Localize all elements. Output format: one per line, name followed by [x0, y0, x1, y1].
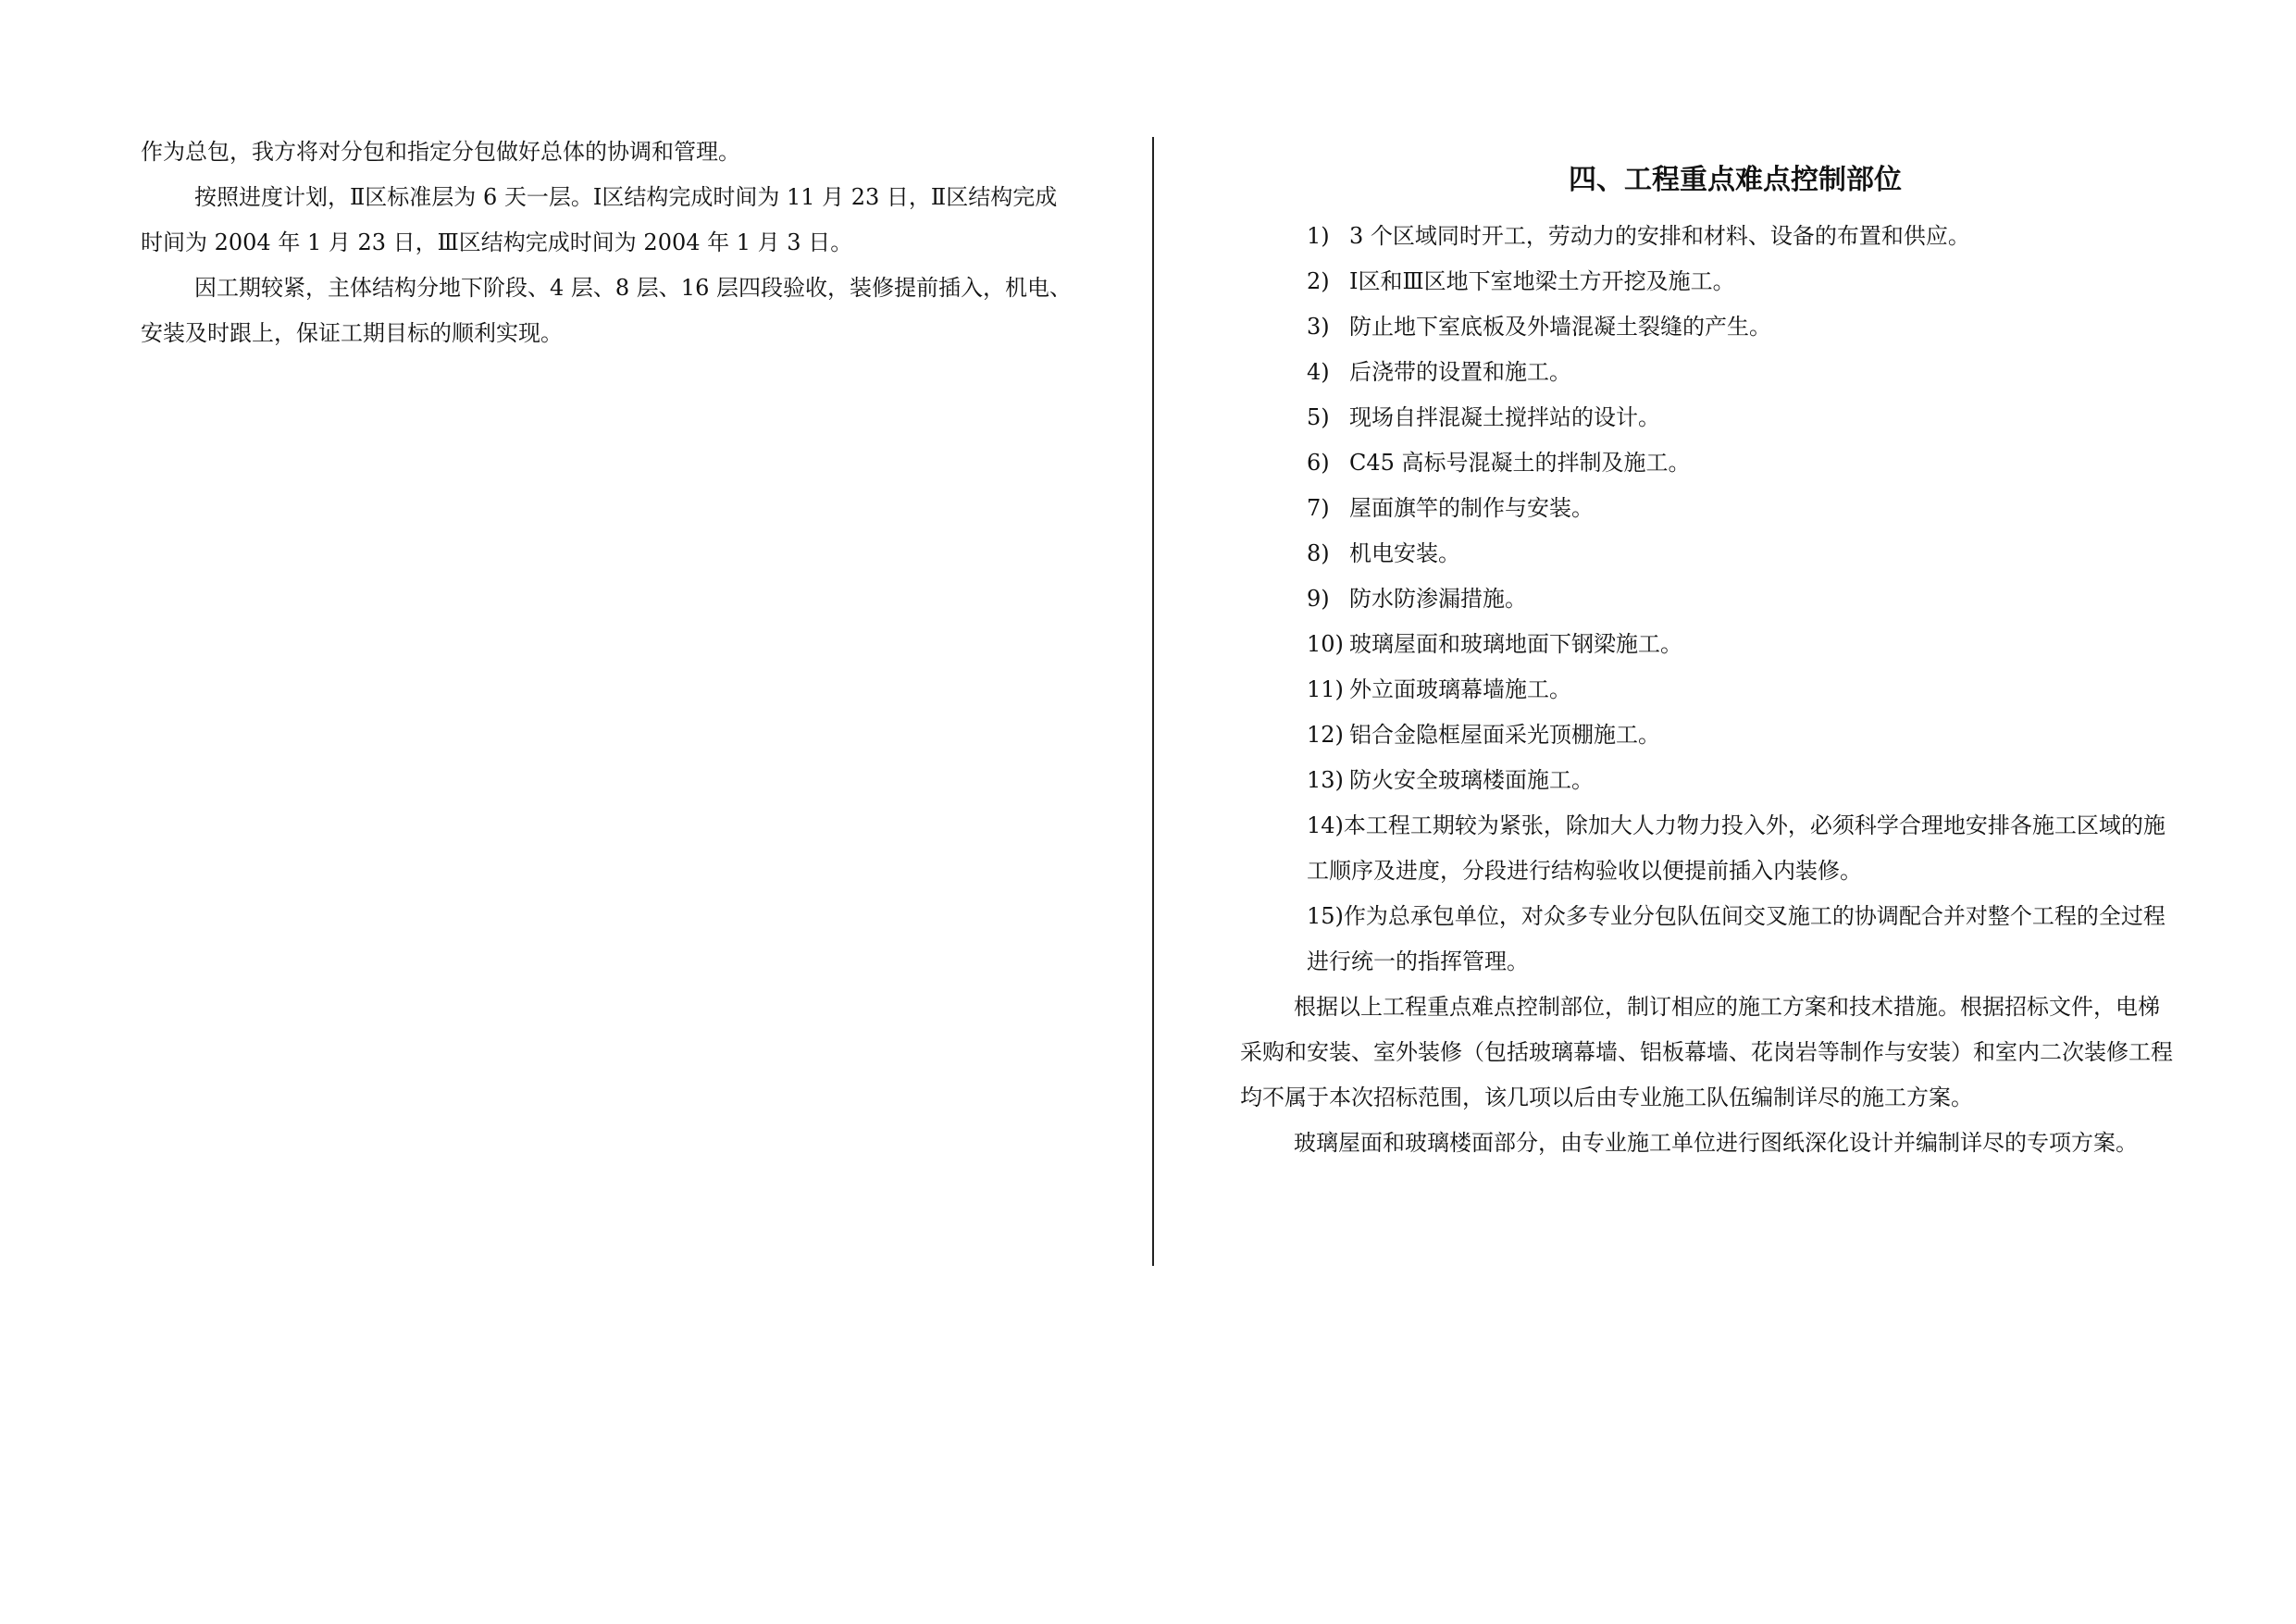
list-item-number: 13): [1307, 767, 1344, 793]
list-item-number: 14): [1307, 812, 1344, 838]
list-item-4: [1240, 350, 2175, 395]
list-item-text: 作为总承包单位，对众多专业分包队伍间交叉施工的协调配合并对整个工程的全过程进行统一的指挥管理。: [1307, 903, 2166, 974]
list-item-text: 铝合金隐框屋面采光顶棚施工。: [1349, 722, 1660, 748]
list-item-text: 防水防渗漏措施。: [1349, 586, 1527, 612]
list-item-1: [1240, 214, 2175, 259]
list-item-7: [1240, 486, 2175, 531]
list-item-number: 10): [1307, 631, 1344, 657]
list-item-12: [1240, 713, 2175, 758]
list-item-text: 玻璃屋面和玻璃地面下钢梁施工。: [1349, 631, 1682, 657]
list-item-text: 屋面旗竿的制作与安装。: [1349, 495, 1594, 521]
list-item-number: 5): [1307, 404, 1330, 430]
left-column: [141, 130, 1075, 356]
list-item-8: [1240, 531, 2175, 576]
list-item-text: Ⅰ区和Ⅲ区地下室地梁土方开挖及施工。: [1349, 268, 1735, 294]
left-paragraph-2: 按照进度计划，Ⅱ区标准层为 6 天一层。Ⅰ区结构完成时间为 11 月 23 日，Ⅱ区结构完成时间为 2004 年 1 月 23 日，Ⅲ区结构完成时间为 2004 年 1 月 3 日。: [141, 184, 1058, 255]
left-paragraph-1: 作为总包，我方将对分包和指定分包做好总体的协调和管理。: [141, 139, 740, 165]
list-item-number: 9): [1307, 586, 1330, 612]
list-item-text: 后浇带的设置和施工。: [1349, 359, 1571, 385]
list-item-text: 防止地下室底板及外墙混凝土裂缝的产生。: [1349, 314, 1771, 340]
list-item-6: [1240, 440, 2175, 486]
list-item-15: [1240, 894, 2175, 985]
list-item-10: [1240, 622, 2175, 667]
list-item-text: 本工程工期较为紧张，除加大人力物力投入外，必须科学合理地安排各施工区域的施工顺序及进度，分段进行结构验收以便提前插入内装修。: [1307, 812, 2166, 884]
list-item-text: 3 个区域同时开工，劳动力的安排和材料、设备的布置和供应。: [1349, 223, 1970, 249]
right-column: [1240, 153, 2175, 1166]
list-item-13: [1240, 758, 2175, 803]
list-item-number: 3): [1307, 314, 1330, 340]
right-paragraph-2: 玻璃屋面和玻璃楼面部分，由专业施工单位进行图纸深化设计并编制详尽的专项方案。: [1294, 1130, 2138, 1156]
list-item-text: 防火安全玻璃楼面施工。: [1349, 767, 1594, 793]
left-paragraph-3: 因工期较紧，主体结构分地下阶段、4 层、8 层、16 层四段验收，装修提前插入，机电、安装及时跟上，保证工期目标的顺利实现。: [141, 275, 1072, 346]
list-item-text: 现场自拌混凝土搅拌站的设计。: [1349, 404, 1660, 430]
list-item-number: 7): [1307, 495, 1330, 521]
list-item-number: 8): [1307, 540, 1330, 566]
section-heading: 四、工程重点难点控制部位: [1569, 164, 1902, 196]
list-item-11: [1240, 667, 2175, 713]
list-item-2: [1240, 259, 2175, 304]
list-item-5: [1240, 395, 2175, 440]
list-item-number: 6): [1307, 450, 1330, 476]
list-item-9: [1240, 576, 2175, 622]
list-item-number: 11): [1307, 676, 1344, 702]
list-item-number: 15): [1307, 903, 1344, 929]
list-item-text: 机电安装。: [1349, 540, 1460, 566]
list-item-3: [1240, 304, 2175, 350]
list-item-number: 4): [1307, 359, 1330, 385]
list-item-14: [1240, 803, 2175, 894]
column-divider: [1152, 137, 1154, 1266]
list-item-text: 外立面玻璃幕墙施工。: [1349, 676, 1571, 702]
right-paragraph-1: 根据以上工程重点难点控制部位，制订相应的施工方案和技术措施。根据招标文件，电梯采购和安装、室外装修（包括玻璃幕墙、铝板幕墙、花岗岩等制作与安装）和室内二次装修工程均不属于本次招标范围，该几项以后由专业施工队伍编制详尽的施工方案。: [1240, 994, 2173, 1110]
list-item-number: 12): [1307, 722, 1344, 748]
list-item-text: C45 高标号混凝土的拌制及施工。: [1349, 450, 1691, 476]
list-item-number: 1): [1307, 223, 1330, 249]
list-item-number: 2): [1307, 268, 1330, 294]
